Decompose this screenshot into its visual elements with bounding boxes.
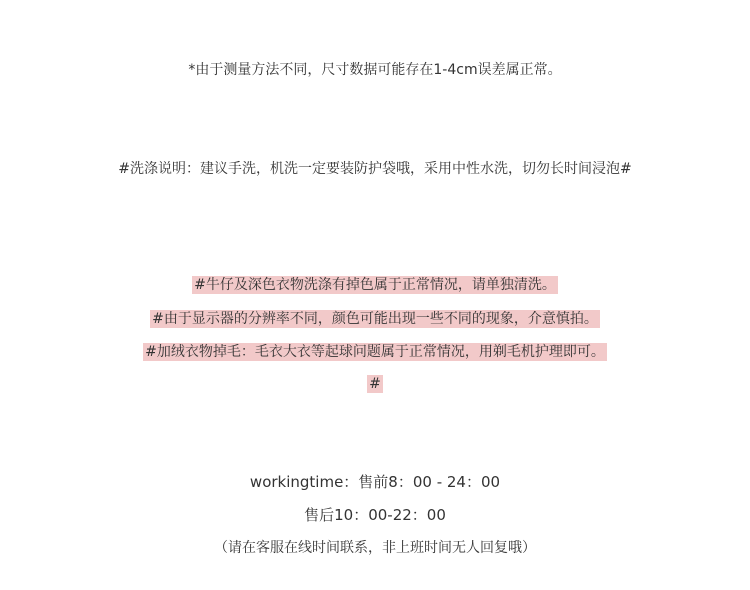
measurement-note: *由于测量方法不同，尺寸数据可能存在1-4cm误差属正常。 xyxy=(188,62,562,78)
highlighted-note-text: # xyxy=(369,376,381,392)
highlighted-note-display xyxy=(0,309,750,329)
working-time-note: （请在客服在线时间联系，非上班时间无人回复哦） xyxy=(214,540,536,556)
highlighted-note-text: #由于显示器的分辨率不同，颜色可能出现一些不同的现象，介意慎拍。 xyxy=(152,311,598,327)
highlighted-note-end xyxy=(0,374,750,394)
highlighted-note-fleece xyxy=(0,342,750,362)
highlighted-note-text: #牛仔及深色衣物洗涤有掉色属于正常情况，请单独清洗。 xyxy=(194,277,556,293)
highlighted-note-denim xyxy=(0,275,750,295)
washing-instructions: #洗涤说明：建议手洗，机洗一定要装防护袋哦，采用中性水洗，切勿长时间浸泡# xyxy=(118,161,632,177)
working-time-aftersale: 售后10：00-22：00 xyxy=(304,506,446,524)
highlighted-note-text: #加绒衣物掉毛：毛衣大衣等起球问题属于正常情况，用剃毛机护理即可。 xyxy=(145,344,605,360)
working-time-presale: workingtime：售前8：00 - 24：00 xyxy=(249,473,501,491)
